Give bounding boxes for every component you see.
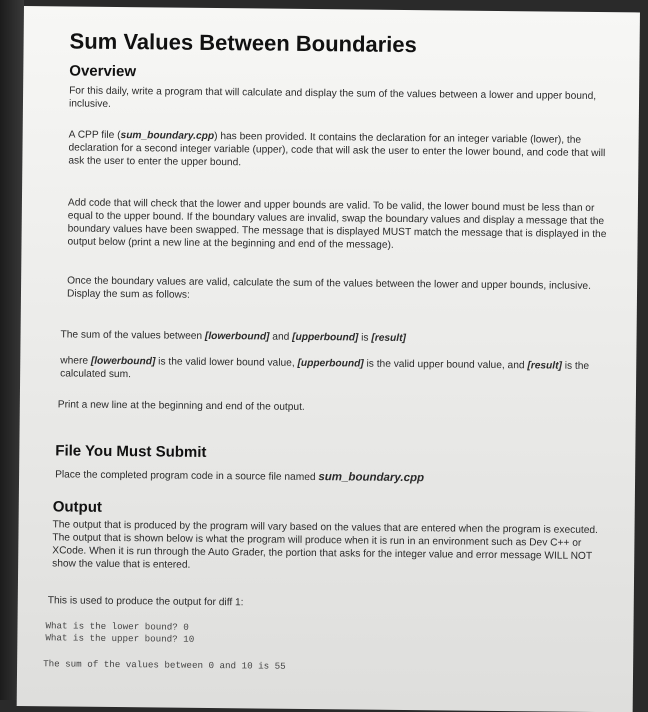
overview-paragraph-4: Print a new line at the beginning and end of the output. [57, 399, 305, 413]
overview-heading: Overview [69, 62, 137, 81]
console-line-lower: What is the lower bound? 0 [45, 620, 189, 633]
submit-text: Place the completed program code in a source file named sum_boundary.cpp [55, 469, 425, 485]
diff-label: This is used to produce the output for diff 1: [47, 595, 244, 609]
sum-format-line: The sum of the values between [lowerbound] and [upperbound] is [result] [60, 329, 406, 345]
overview-paragraph-1: A CPP file (sum_boundary.cpp) has been provided. It contains the declaration for an integer variable (lower), the declaration for a second integer variable (upper), code that will ask the user to enter the lower bound, and code that will ask the user to enter the upper bound. [68, 129, 606, 169]
document-page [17, 6, 640, 712]
console-line-upper: What is the upper bound? 10 [45, 632, 195, 645]
console-line-sum: The sum of the values between 0 and 10 is 55 [43, 658, 286, 672]
output-text: The output that is produced by the program will vary based on the values that are entered when the program is executed. The output that is shown below is what the program will produce when it is run in an environment such as Dev C++ or XCode. When it is run through the Auto Grader, the portion that asks for the integer value and error message WILL NOT show the value that is entered. [52, 519, 598, 571]
cpp-filename: sum_boundary.cpp [120, 130, 215, 142]
overview-paragraph-2: Add code that will check that the lower and upper bounds are valid. To be valid, the lower bound must be less than or equal to the upper bound. If the boundary values are invalid, swap the boundary values and display a message that the boundary values have been swapped. The message that is displayed MUST match the message that is displayed in the output below (print a new line at the beginning and end of the message). [67, 197, 607, 251]
output-heading: Output [52, 498, 102, 516]
overview-paragraph-3: Once the boundary values are valid, calculate the sum of the values between the lower and upper bounds, inclusive. Display the sum as follows: [66, 275, 592, 301]
page-title: Sum Values Between Boundaries [69, 28, 417, 58]
where-paragraph: where [lowerbound] is the valid lower bound value, [upperbound] is the valid upper bound value, and [result] is the calculated sum. [60, 355, 590, 381]
submit-filename: sum_boundary.cpp [318, 471, 425, 485]
submit-heading: File You Must Submit [55, 442, 207, 461]
overview-intro: For this daily, write a program that will calculate and display the sum of the values between a lower and upper bound, inclusive. [68, 85, 597, 110]
